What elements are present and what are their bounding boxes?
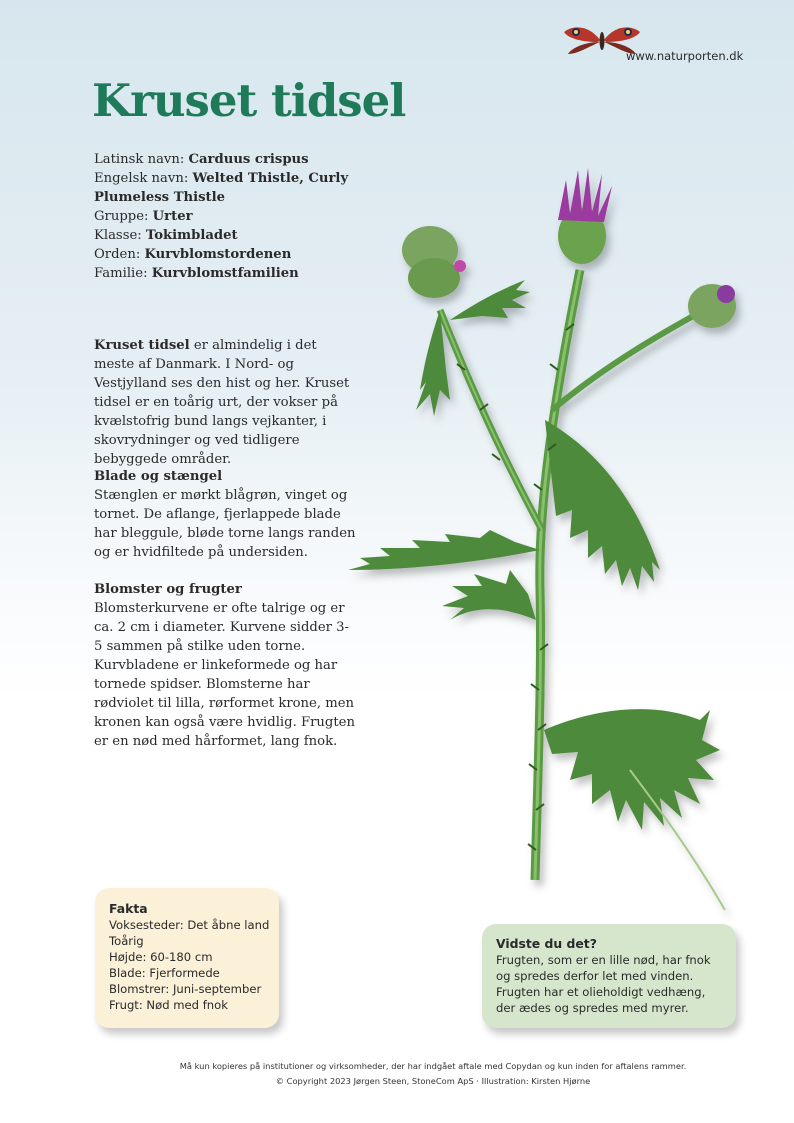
intro-lead: Kruset tidsel: [94, 338, 190, 353]
fakta-line: Frugt: Nød med fnok: [109, 998, 228, 1012]
section-flowers-fruits: [94, 580, 356, 751]
intro-paragraph: [94, 336, 356, 469]
did-you-know-heading: Vidste du det?: [496, 936, 597, 951]
website-link[interactable]: www.naturporten.dk: [626, 49, 744, 63]
footer-copyright: © Copyright 2023 Jørgen Steen, StoneCom ApS · Illustration: Kirsten Hjørne: [275, 1076, 591, 1086]
footer-license: Må kun kopieres på institutioner og virksomheder, der har indgået aftale med Copydan og kun inden for aftalens rammer.: [179, 1061, 687, 1071]
class-row: Klasse: Tokimbladet: [94, 228, 238, 243]
fakta-heading: Fakta: [109, 901, 148, 916]
thistle-plant-illustration: [330, 150, 750, 930]
fakta-line: Toårig: [109, 934, 144, 948]
page-title: Kruset tidsel: [92, 74, 406, 127]
order-row: Orden: Kurvblomstordenen: [94, 247, 292, 262]
group-row: Gruppe: Urter: [94, 209, 193, 224]
family-row: Familie: Kurvblomstfamilien: [94, 266, 299, 281]
did-you-know-text: Frugten, som er en lille nød, har fnok og spredes derfor let med vinden. Frugten har et olieholdigt vedhæng, der ædes og spredes med myrer.: [496, 953, 711, 1015]
fakta-line: Højde: 60-180 cm: [109, 950, 213, 964]
section-text: Stænglen er mørkt blågrøn, vinget og tornet. De aflange, fjerlappede blade har bleggule, bløde torne langs randen og er hvidfiltede på undersiden.: [94, 488, 356, 560]
section-heading: Blade og stængel: [94, 469, 223, 484]
fakta-line: Blomstrer: Juni-september: [109, 982, 262, 996]
did-you-know-box: [482, 924, 736, 1028]
section-text: Blomsterkurvene er ofte talrige og er ca. 2 cm i diameter. Kurvene sidder 3-5 sammen på stilke uden torne. Kurvbladene er linkeformede og har tornede spidser. Blomsterne har rødviolet til lilla, rørformet krone, men kronen kan også være hvidlig. Frugten er en nød med hårformet, lang fnok.: [94, 601, 355, 749]
fakta-line: Voksesteder: Det åbne land: [109, 918, 270, 932]
intro-text: er almindelig i det meste af Danmark. I Nord- og Vestjylland ses den hist og her. Kruset tidsel er en toårig urt, der vokser på kvælstofrig bund langs vejkanter, i skovrydninger og ved tidligere bebyggede områder.: [94, 338, 350, 467]
section-heading: Blomster og frugter: [94, 582, 242, 597]
fakta-line: Blade: Fjerformede: [109, 966, 220, 980]
latin-name-row: Latinsk navn: Carduus crispus: [94, 152, 309, 167]
section-leaves-stem: [94, 467, 356, 562]
english-name-row: Engelsk navn: Welted Thistle, Curly Plumeless Thistle: [94, 171, 349, 205]
fakta-box: [95, 888, 279, 1028]
